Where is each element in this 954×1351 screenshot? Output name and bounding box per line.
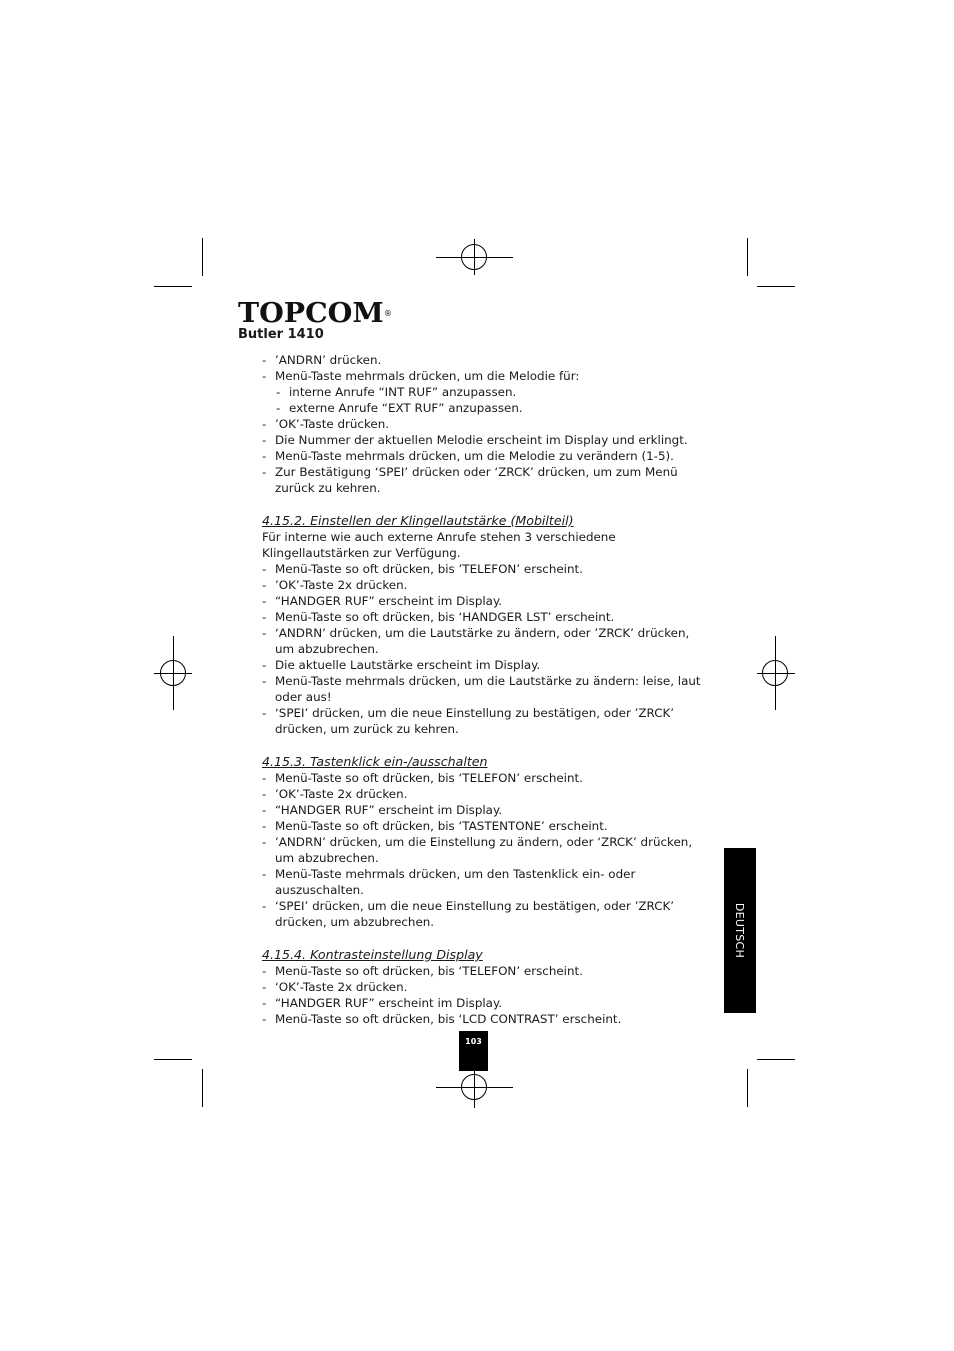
crop-mark — [202, 238, 203, 276]
crop-mark — [757, 286, 795, 287]
list-item: - Menü-Taste so oft drücken, bis ‘TASTENTONE’ erscheint. — [262, 818, 707, 834]
registration-circle — [461, 1074, 487, 1100]
language-tab — [724, 848, 756, 1013]
registration-circle — [461, 244, 487, 270]
list-item: - Die Nummer der aktuellen Melodie erscheint im Display und erklingt. — [262, 432, 707, 448]
list-item: - Die aktuelle Lautstärke erscheint im Display. — [262, 657, 707, 673]
list-item: - ’OK’-Taste 2x drücken. — [262, 577, 707, 593]
page-number: 103 — [459, 1031, 488, 1071]
list-item: - ‘SPEI’ drücken, um die neue Einstellung zu bestätigen, oder ’ZRCK’ drücken, um zurück zu kehren. — [262, 705, 707, 737]
manual-content — [262, 352, 707, 1027]
crop-mark — [154, 1059, 192, 1060]
list-item: - Menü-Taste mehrmals drücken, um die Melodie zu verändern (1-5). — [262, 448, 707, 464]
crop-mark — [747, 1069, 748, 1107]
list-item: - Menü-Taste so oft drücken, bis ’TELEFON’ erscheint. — [262, 561, 707, 577]
sub-list-item: - interne Anrufe “INT RUF” anzupassen. — [262, 384, 707, 400]
list-item: - ’OK’-Taste drücken. — [262, 416, 707, 432]
list-item: - ‘SPEI’ drücken, um die neue Einstellung zu bestätigen, oder ’ZRCK’ drücken, um abzubrechen. — [262, 898, 707, 930]
crop-mark — [757, 1059, 795, 1060]
list-item: - “HANDGER RUF” erscheint im Display. — [262, 593, 707, 609]
brand-name: TOPCOM® — [238, 298, 393, 329]
crop-mark — [747, 238, 748, 276]
list-item: - ’ANDRN’ drücken. — [262, 352, 707, 368]
list-item: - Menü-Taste mehrmals drücken, um den Tastenklick ein- oder auszuschalten. — [262, 866, 707, 898]
model-name: Butler 1410 — [238, 327, 324, 342]
list-item: - ‘OK’-Taste 2x drücken. — [262, 979, 707, 995]
list-item: - Menü-Taste so oft drücken, bis ‘TELEFON’ erscheint. — [262, 770, 707, 786]
crop-mark — [202, 1069, 203, 1107]
brand-logo — [238, 298, 393, 342]
sub-list-item: - externe Anrufe “EXT RUF” anzupassen. — [262, 400, 707, 416]
list-item: - ’OK’-Taste 2x drücken. — [262, 786, 707, 802]
list-item: - “HANDGER RUF” erscheint im Display. — [262, 802, 707, 818]
crop-mark — [154, 286, 192, 287]
section-heading: 4.15.2. Einstellen der Klingellautstärke (Mobilteil) — [262, 513, 574, 528]
list-item: - Menü-Taste mehrmals drücken, um die Melodie für: — [262, 368, 707, 384]
language-tab-label: DEUTSCH — [733, 902, 747, 959]
list-item: - Menü-Taste mehrmals drücken, um die Lautstärke zu ändern: leise, laut oder aus! — [262, 673, 707, 705]
section-heading: 4.15.4. Kontrasteinstellung Display — [262, 947, 483, 962]
list-item: - ‘ANDRN’ drücken, um die Lautstärke zu ändern, oder ’ZRCK’ drücken, um abzubrechen. — [262, 625, 707, 657]
list-item: - Menü-Taste so oft drücken, bis ‘TELEFON’ erscheint. — [262, 963, 707, 979]
section-heading: 4.15.3. Tastenklick ein-/ausschalten — [262, 754, 488, 769]
list-item: - “HANDGER RUF” erscheint im Display. — [262, 995, 707, 1011]
list-item: - Menü-Taste so oft drücken, bis ‘HANDGER LST’ erscheint. — [262, 609, 707, 625]
list-item: - ’ANDRN’ drücken, um die Einstellung zu ändern, oder ‘ZRCK’ drücken, um abzubrechen. — [262, 834, 707, 866]
list-item: - Zur Bestätigung ‘SPEI’ drücken oder ‘ZRCK’ drücken, um zum Menü zurück zu kehren. — [262, 464, 707, 496]
registration-circle — [160, 660, 186, 686]
list-item: - Menü-Taste so oft drücken, bis ‘LCD CONTRAST’ erscheint. — [262, 1011, 707, 1027]
registration-circle — [762, 660, 788, 686]
section-intro: Für interne wie auch externe Anrufe stehen 3 verschiedene Klingellautstärken zur Verfügung. — [262, 530, 616, 560]
